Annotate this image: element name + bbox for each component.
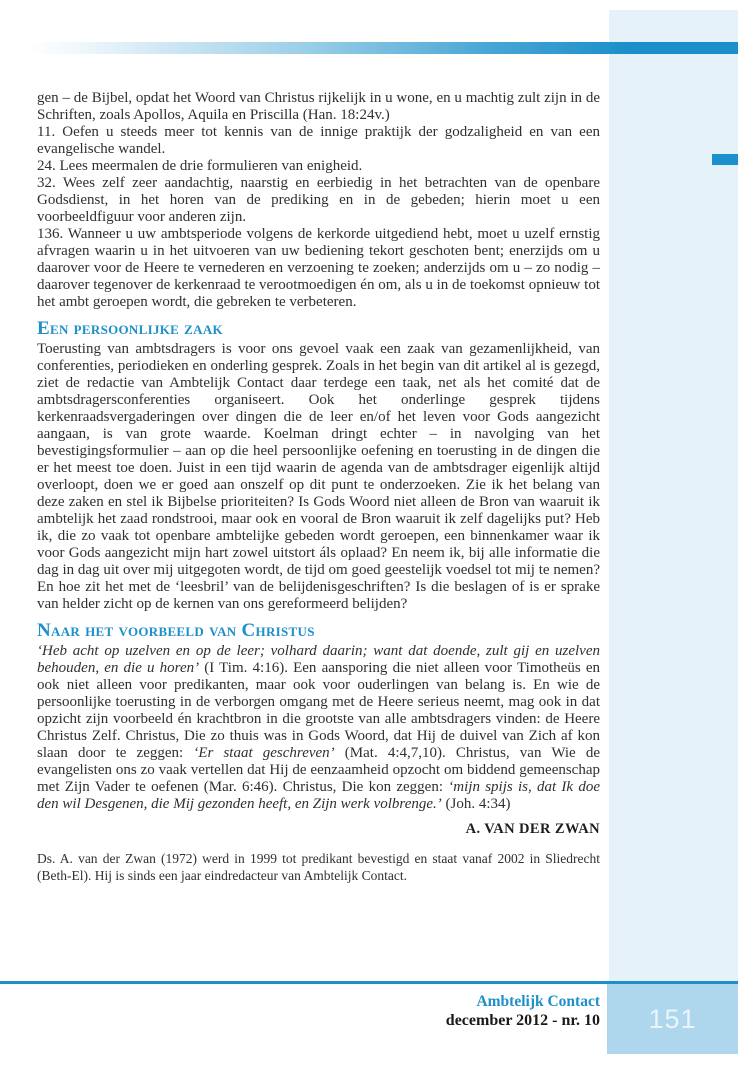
section-paragraphs [37,341,600,613]
paragraph: 136. Wanneer u uw ambtsperiode volgens de kerkorde uitgediend hebt, moet u uzelf ernstig afvragen waarin u in het uitvoeren van uw bediening tekort geschoten bent; enerzijds om u daarover voor de Heere te vernederen en verzoening te zoeken; anderzijds om u – zo nodig – daarover tegenover de kerkenraad te verootmoedigen én om, als u in de toekomst opnieuw tot het ambt geroepen wordt, die gebreken te verbeteren. [37,226,600,310]
author-bio: Ds. A. van der Zwan (1972) werd in 1999 tot predikant bevestigd en staat vanaf 2002 in Sliedrecht (Beth-El). Hij is sinds een jaar eindredacteur van Ambtelijk Contact. [37,851,600,883]
right-sidebar-band [609,10,738,1054]
paragraph: 11. Oefen u steeds meer tot kennis van de innige praktijk der godzaligheid en van een evangelische wandel. [37,124,600,157]
footer-divider-line [0,981,738,984]
paragraph: 24. Lees meermalen de drie formulieren van enigheid. [37,158,363,174]
article-body [37,90,600,884]
section-heading-een-persoonlijke-zaak: Een persoonlijke zaak [37,318,223,339]
intro-paragraphs [37,90,600,311]
footer-journal-title: Ambtelijk Contact [476,993,600,1010]
page-number-block [607,984,738,1054]
footer-issue-date: december 2012 - nr. 10 [445,1012,600,1029]
paragraph: Toerusting van ambtsdragers is voor ons gevoel vaak een zaak van gezamenlijkheid, van conferenties, periodieken en onderling gesprek. Zoals in het begin van dit artikel al is gezegd, ziet de redactie van Ambtelijk Contact daar terdege een taak, net als het comité dat de ambtsdragersconferenties organiseert. Ook het onderlinge gesprek tijdens kerkenraadsvergaderingen over dingen die de leer en/of het leven voor Gods aangezicht aangaan, is van grote waarde. Koelman dringt echter – in navolging van het bevestigingsformulier – aan op die heel persoonlijke oefening en toerusting in de dingen die er het meest toe doen. Juist in een tijd waarin de agenda van de ambtsdrager eigenlijk altijd overloopt, doen we er goed aan onszelf op dit punt te onderzoeken. Zie ik het belang van deze zaken en stel ik Bijbelse prioriteiten? Is Gods Woord niet alleen de Bron van waaruit ik ambtelijk het zaad rondstrooi, maar ook en vooral de Bron waaruit ik zelf dagelijks put? Heb ik, die zo vaak tot openbare ambtelijke gebeden wordt geroepen, een binnenkamer waar ik voor Gods aangezicht mijn hart zowel uitstort áls oplaad? En neem ik, bij alle informatie die dag in dag uit over mij uitgegoten wordt, de tijd om goed geestelijk voedsel tot mij te nemen? En hoe zit het met de ‘leesbril’ van de belijdenisgeschriften? Is die beslagen of is er sprake van helder zicht op de kernen van ons gereformeerd belijden? [37,341,600,612]
paragraph: ‘Heb acht op uzelven en op de leer; volhard daarin; want dat doende, zult gij en uzelven behouden, en die u horen’ (I Tim. 4:16). Een aansporing die niet alleen voor Timotheüs en ook niet alleen voor predikanten, maar ook voor ouderlingen van belang is. En wie de persoonlijke toerusting in de verborgen omgang met de Heere serieus neemt, mag ook in dat opzicht zijn voorbeeld én krachtbron in die grootste van alle ambtsdragers vinden: de Heere Christus Zelf. Christus, Die zo thuis was in Gods Woord, dat Hij de duivel van Zich af kon slaan door te zeggen: ‘Er staat geschreven’ (Mat. 4:4,7,10). Christus, van Wie de evangelisten ons zo vaak vertellen dat Hij de eenzaamheid opzocht om biddend gemeenschap met Zijn Vader te oefenen (Mar. 6:46). Christus, Die kon zeggen: ‘mijn spijs is, dat Ik doe den wil Desgenen, die Mij gezonden heeft, en Zijn werk volbrenge.’ (Joh. 4:34) [37,643,601,812]
section-paragraphs [37,643,600,813]
paragraph: 32. Wees zelf zeer aandachtig, naarstig en eerbiedig in het betrachten van de openbare Godsdienst, in het horen van de prediking en in de gebeden; hierin moet u een voorbeeldfiguur voor anderen zijn. [37,175,600,225]
section-heading-naar-het-voorbeeld-van-christus: Naar het voorbeeld van Christus [37,620,315,641]
author-name: A. VAN DER ZWAN [465,821,600,837]
top-gradient-bar [30,42,738,54]
right-edge-tab [712,154,738,165]
paragraph: gen – de Bijbel, opdat het Woord van Christus rijkelijk in u wone, en u machtig zult zijn in de Schriften, zoals Apollos, Aquila en Priscilla (Han. 18:24v.) [37,90,600,123]
page-number: 151 [648,1003,697,1034]
